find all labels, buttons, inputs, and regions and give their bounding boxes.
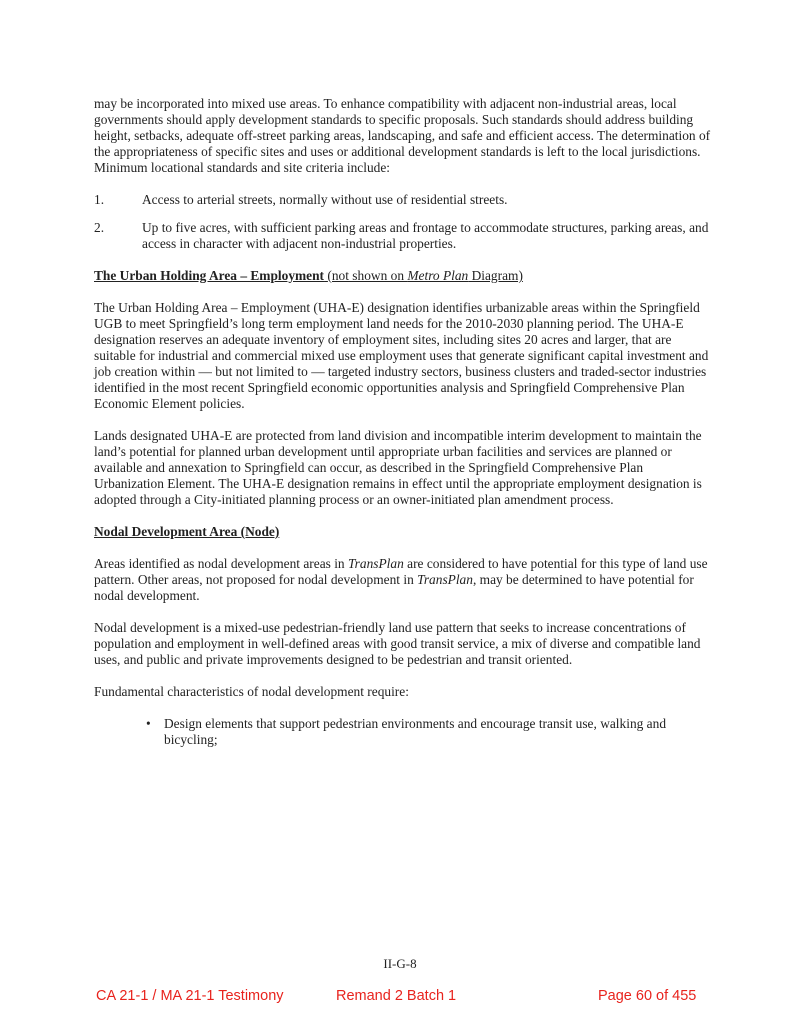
criteria-number: 2. — [94, 220, 105, 235]
intro-paragraph: may be incorporated into mixed use areas. To enhance compatibility with adjacent non-industrial areas, local governments should apply development standards to specific proposals. Such standards should address building height, setbacks, adequate off-street parking areas, landscaping, and safe and efficient access. The determination of the appropriateness of specific sites and uses or additional development standards is left to the local jurisdictions. Minimum locational standards and site criteria include: — [94, 96, 711, 175]
uha-heading-note-post: Diagram) — [468, 268, 523, 283]
uha-heading-note-italic: Metro Plan — [407, 268, 469, 283]
footer-stamp — [0, 988, 800, 1008]
node-paragraph-3: Fundamental characteristics of nodal development require: — [94, 684, 409, 699]
node-p1-text-e: , may be determined to have potential for nodal development. — [94, 572, 694, 603]
criteria-text: Access to arterial streets, normally without use of residential streets. — [142, 192, 508, 207]
uha-paragraph-2: Lands designated UHA-E are protected from land division and incompatible interim development to maintain the land’s potential for planned urban development until appropriate urban facilities and services are planned or available and annexation to Springfield can occur, as described in the Springfield Comprehensive Plan Urbanization Element. The UHA-E designation remains in effect until the appropriate employment designation is adopted through a City-initiated planning process or an owner-initiated plan amendment process. — [94, 428, 702, 507]
document-body — [94, 96, 714, 748]
uha-paragraph-1: The Urban Holding Area – Employment (UHA-E) designation identifies urbanizable areas within the Springfield UGB to meet Springfield’s long term employment land needs for the 2010-2030 planning period. The UHA-E designation reserves an adequate inventory of employment sites, including sites 20 acres and larger, that are suitable for industrial and commercial mixed use employment uses that generate significant capital investment and job creation within — but not limited to — targeted industry sectors, business clusters and traded-sector industries identified in the most recent Springfield economic opportunities analysis and Springfield Comprehensive Plan Economic Element policies. — [94, 300, 709, 411]
node-paragraph-1 — [94, 556, 714, 604]
node-p1-text-a: Areas identified as nodal development areas in — [94, 556, 348, 571]
node-paragraph-2: Nodal development is a mixed-use pedestrian-friendly land use pattern that seeks to increase concentrations of population and employment in well-defined areas with good transit service, a mix of diverse and compatible land uses, and public and private improvements designed to be pedestrian and transit oriented. — [94, 620, 701, 667]
bullet-text: Design elements that support pedestrian environments and encourage transit use, walking and bicycling; — [164, 716, 667, 747]
page-number: II-G-8 — [383, 956, 417, 971]
node-p1-transplan-1: TransPlan — [347, 556, 404, 571]
criteria-item — [94, 192, 714, 208]
footer-left: CA 21-1 / MA 21-1 Testimony — [96, 988, 284, 1004]
node-heading: Nodal Development Area (Node) — [94, 524, 280, 539]
criteria-text: Up to five acres, with sufficient parking areas and frontage to accommodate structures, parking areas, and access in character with adjacent non-industrial properties. — [142, 220, 709, 251]
bullet-list — [94, 716, 714, 748]
criteria-item — [94, 220, 714, 252]
uha-heading-title: The Urban Holding Area – Employment — [94, 268, 325, 283]
footer-middle: Remand 2 Batch 1 — [336, 988, 457, 1004]
node-p1-transplan-2: TransPlan — [417, 572, 473, 587]
criteria-number: 1. — [94, 192, 105, 207]
node-p1-text-c: are considered to have potential for this type of land use pattern. Other areas, not proposed for nodal development in — [94, 556, 708, 587]
uha-heading-note-pre: (not shown on — [327, 268, 408, 283]
uha-heading — [94, 268, 714, 284]
list-item — [146, 716, 714, 748]
footer-right: Page 60 of 455 — [598, 988, 697, 1004]
bullet-icon: • — [146, 716, 151, 731]
